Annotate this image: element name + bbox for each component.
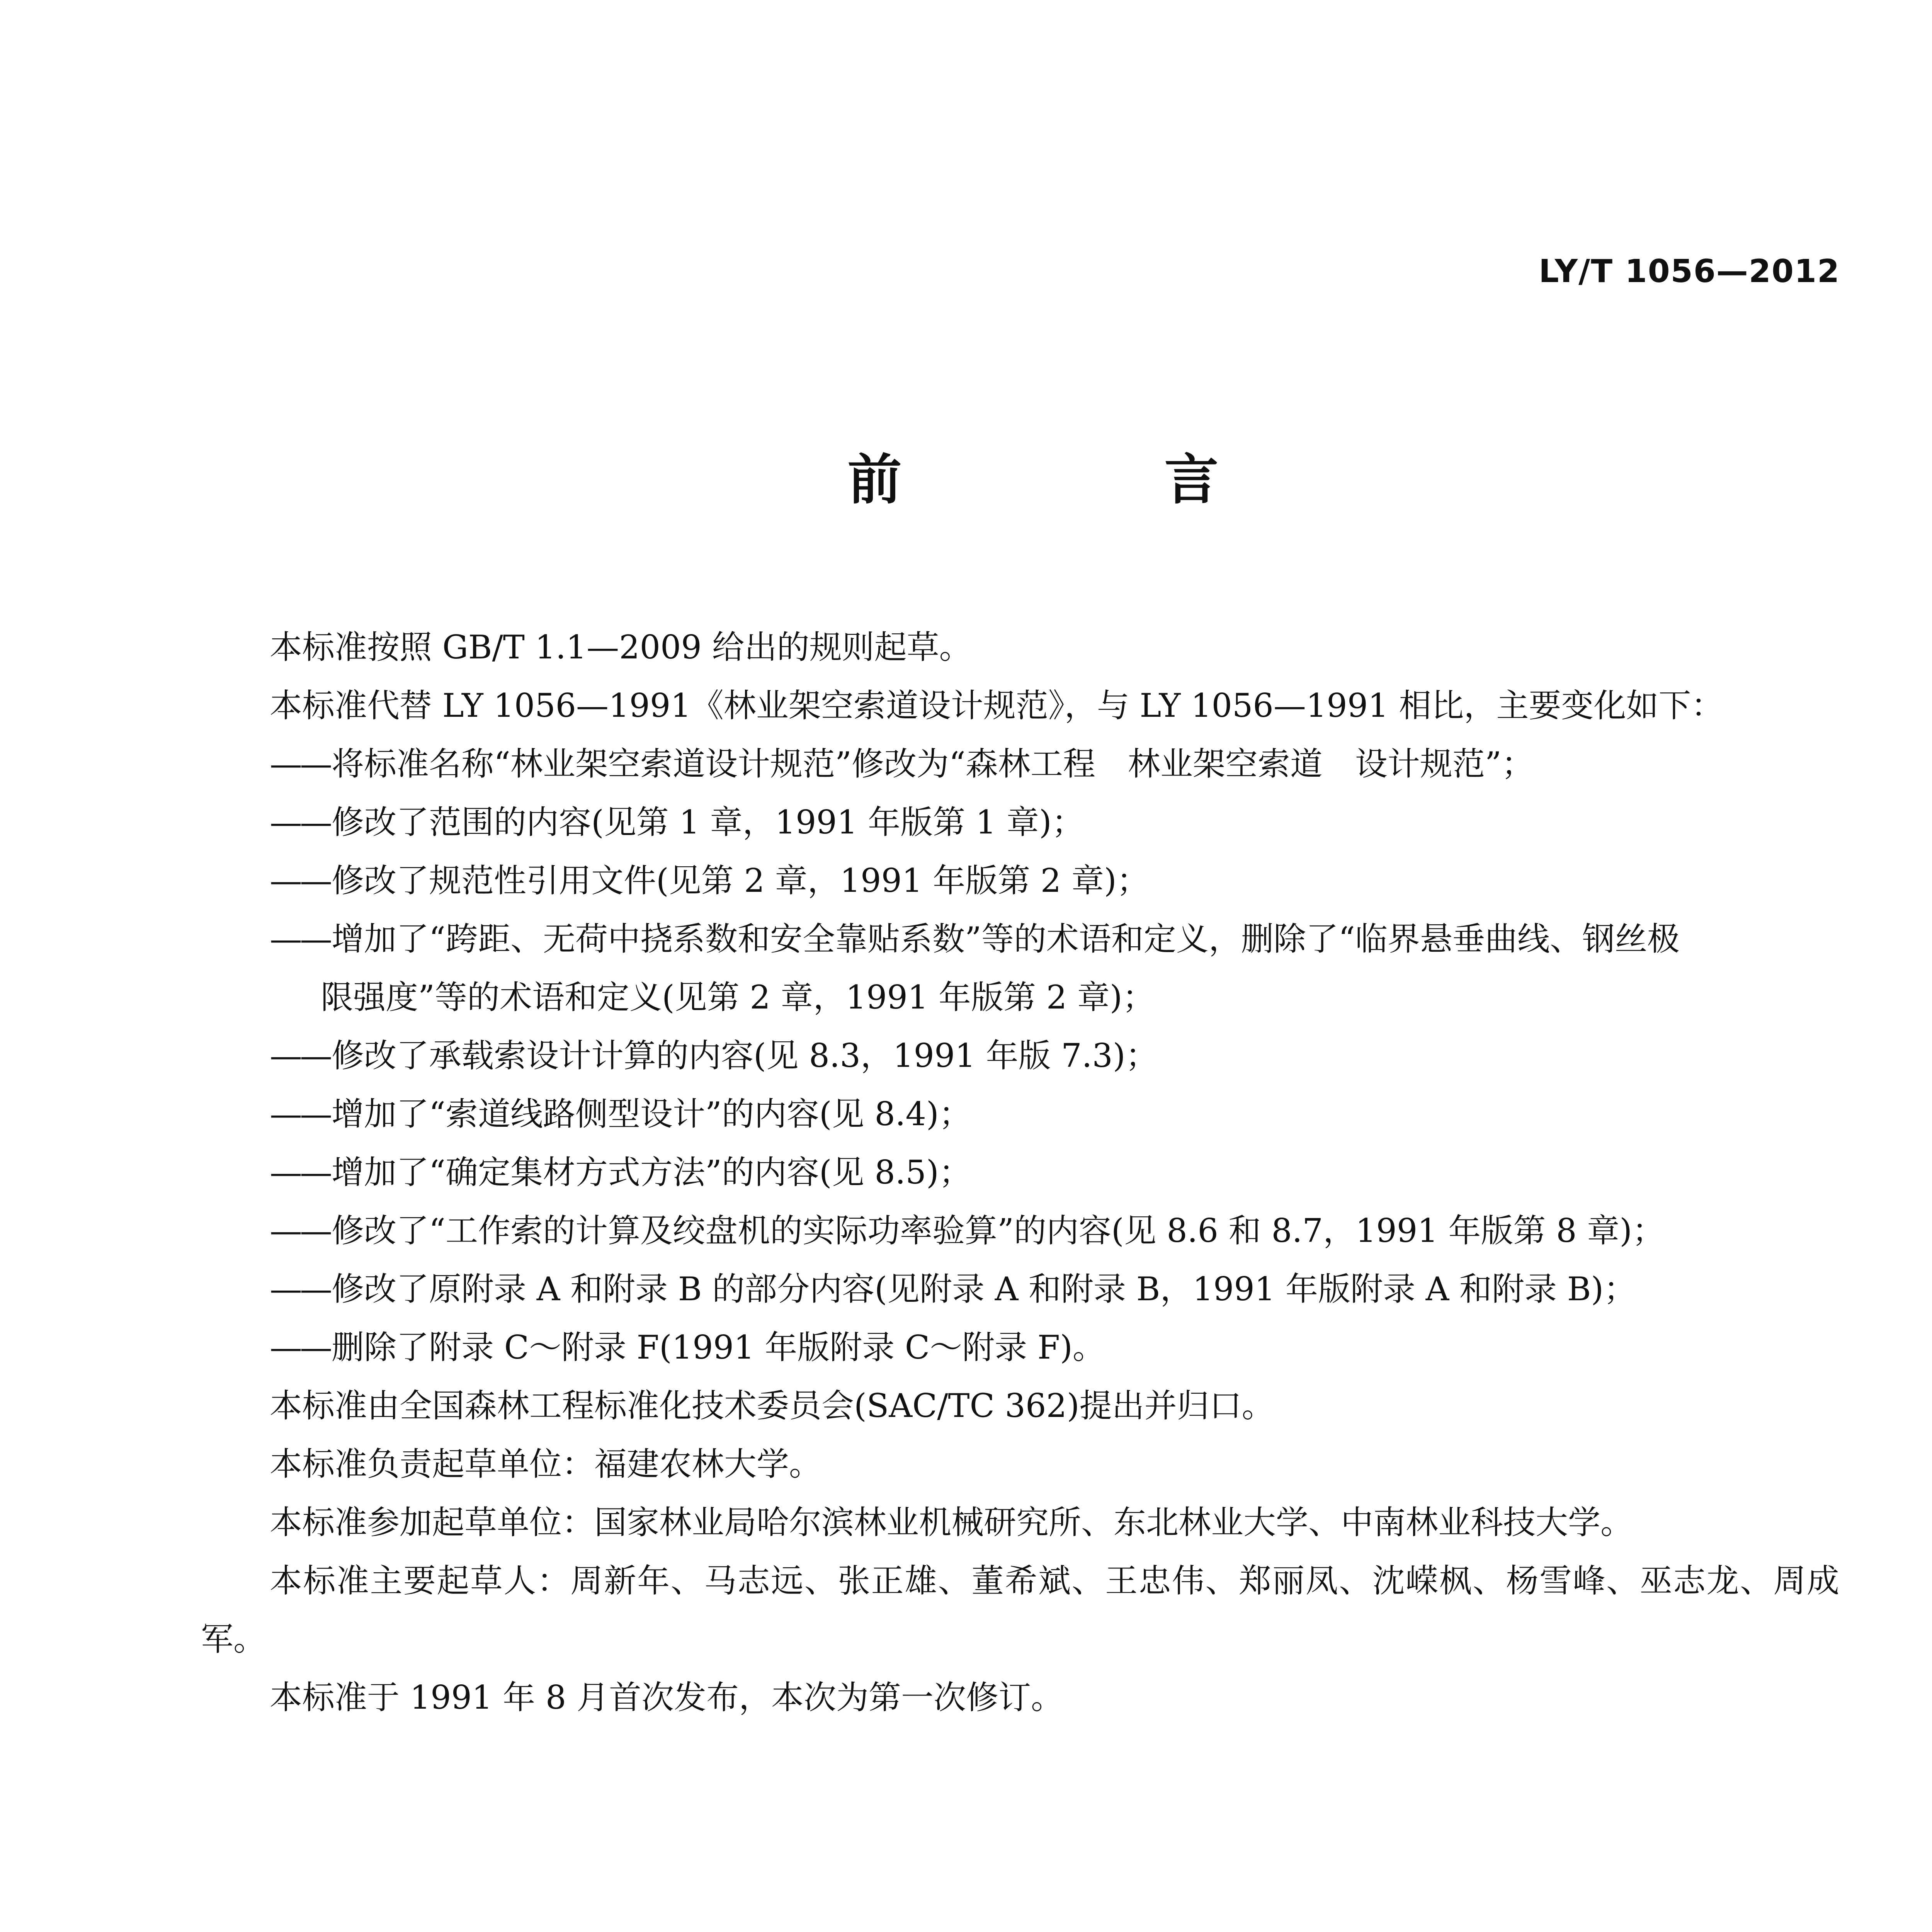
paragraph-participating-drafters: 本标准参加起草单位：国家林业局哈尔滨林业机械研究所、东北林业大学、中南林业科技大学。	[270, 1503, 1633, 1541]
dash-mark: ——	[270, 1095, 330, 1133]
change-item	[201, 1202, 1839, 1260]
change-item-text: 修改了规范性引用文件(见第 2 章，1991 年版第 2 章)；	[332, 862, 1149, 900]
change-item	[201, 793, 1839, 852]
change-item-text: 将标准名称“林业架空索道设计规范”修改为“森林工程 林业架空索道 设计规范”；	[332, 745, 1534, 783]
change-item-text: 修改了原附录 A 和附录 B 的部分内容(见附录 A 和附录 B，1991 年版附录 A 和附录 B)；	[332, 1270, 1636, 1308]
dash-mark: ——	[270, 1212, 330, 1250]
change-item-text: 增加了“确定集材方式方法”的内容(见 8.5)；	[332, 1153, 971, 1191]
paragraph-responsible-drafter: 本标准负责起草单位：福建农林大学。	[270, 1445, 822, 1483]
change-item-text: 增加了“跨距、无荷中挠系数和安全靠贴系数”等的术语和定义，删除了“临界悬垂曲线、钢丝极	[332, 920, 1680, 958]
paragraph-replacement: 本标准代替 LY 1056—1991《林业架空索道设计规范》，与 LY 1056—1991 相比，主要变化如下：	[270, 687, 1724, 724]
dash-mark: ——	[270, 1037, 330, 1075]
change-item	[201, 1085, 1839, 1143]
change-item-text: 删除了附录 C～附录 F(1991 年版附录 C～附录 F)。	[332, 1328, 1105, 1366]
change-item-text: 修改了“工作索的计算及绞盘机的实际功率验算”的内容(见 8.6 和 8.7，1991 年版第 8 章)；	[332, 1212, 1665, 1250]
change-item-continuation: 限强度”等的术语和定义(见第 2 章，1991 年版第 2 章)；	[321, 978, 1155, 1016]
change-item	[201, 1260, 1839, 1318]
dash-mark: ——	[270, 920, 330, 958]
dash-mark: ——	[270, 1270, 330, 1308]
dash-mark: ——	[270, 862, 330, 900]
paragraph-drafting-rules: 本标准按照 GB/T 1.1—2009 给出的规则起草。	[270, 628, 972, 666]
change-item	[201, 1318, 1839, 1377]
dash-mark: ——	[270, 1328, 330, 1366]
standard-code: LY/T 1056—2012	[1539, 253, 1840, 290]
change-item-text: 增加了“索道线路侧型设计”的内容(见 8.4)；	[332, 1095, 971, 1133]
change-item-text: 修改了范围的内容(见第 1 章，1991 年版第 1 章)；	[332, 803, 1084, 841]
dash-mark: ——	[270, 745, 330, 783]
dash-mark: ——	[270, 803, 330, 841]
foreword-body	[201, 618, 1839, 1727]
change-item-text: 修改了承载索设计计算的内容(见 8.3，1991 年版 7.3)；	[332, 1037, 1158, 1075]
page-title: 前 言	[847, 449, 1323, 512]
change-item	[201, 1143, 1839, 1202]
change-item	[201, 735, 1839, 793]
paragraph-publication-history: 本标准于 1991 年 8 月首次发布，本次为第一次修订。	[270, 1679, 1064, 1716]
change-item	[201, 910, 1839, 968]
dash-mark: ——	[270, 1153, 330, 1191]
change-item	[201, 852, 1839, 910]
change-item	[201, 1027, 1839, 1085]
paragraph-main-drafters: 本标准主要起草人：周新年、马志远、张正雄、董希斌、王忠伟、郑丽凤、沈嵘枫、杨雪峰、巫志龙、周成军。	[201, 1562, 1839, 1658]
paragraph-proposer: 本标准由全国森林工程标准化技术委员会(SAC/TC 362)提出并归口。	[270, 1387, 1274, 1425]
